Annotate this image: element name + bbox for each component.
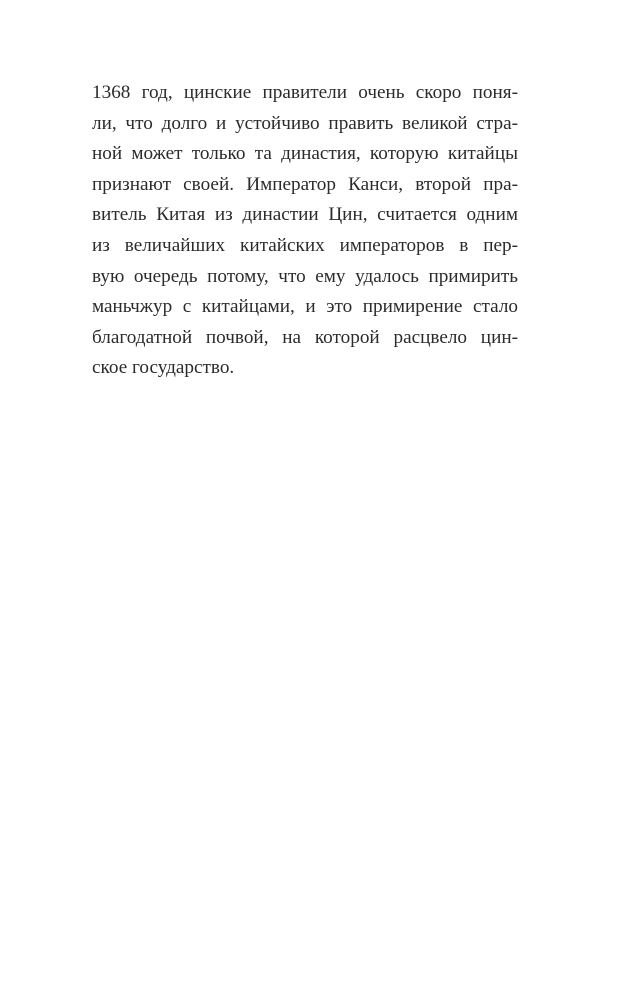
paragraph-line-3: ной может только та династия, которую китайцы [92,143,518,165]
paragraph-line-10: ское государство. [92,357,235,379]
paragraph-line-7: вую очередь потому, что ему удалось примирить [92,265,518,287]
paragraph-line-1: 1368 год, цинские правители очень скоро поня- [92,82,518,103]
paragraph-line-5: витель Китая из династии Цин, считается одним [92,204,518,226]
paragraph-line-6: из величайших китайских императоров в пер- [92,234,518,256]
paragraph-line-8: маньчжур с китайцами, и это примирение стало [92,296,518,318]
paragraph-line-9: благодатной почвой, на которой расцвело цин- [92,326,518,348]
paragraph-line-2: ли, что долго и устойчиво править великой стра- [92,112,518,134]
body-paragraph [92,78,518,384]
paragraph-line-4: признают своей. Император Канси, второй пра- [92,173,518,195]
